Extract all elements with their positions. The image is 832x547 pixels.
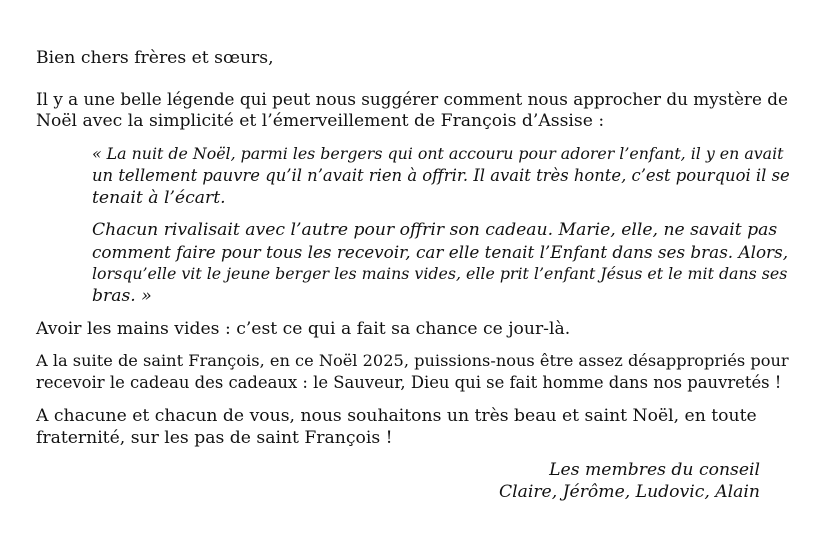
signature-council: Les membres du conseil <box>549 460 760 480</box>
quote-p2-line-2: comment faire pour tous les recevoir, car elle tenait l’Enfant dans ses bras. Alors, <box>92 242 789 262</box>
para-empty-hands: Avoir les mains vides : c’est ce qui a fait sa chance ce jour-là. <box>36 319 571 339</box>
para-francois-line-2: recevoir le cadeau des cadeaux : le Sauveur, Dieu qui se fait homme dans nos pauvretés ! <box>36 373 782 392</box>
quote-p1-line-1: « La nuit de Noël, parmi les bergers qui ont accouru pour adorer l’enfant, il y en avait <box>92 144 784 163</box>
para-wishes-line-2: fraternité, sur les pas de saint François ! <box>36 428 393 448</box>
quote-p1-line-2: un tellement pauvre qu’il n’avait rien à offrir. Il avait très honte, c’est pourquoi il se <box>92 166 790 185</box>
quote-p2-line-4: bras. » <box>92 286 152 306</box>
intro-line-1: Il y a une belle légende qui peut nous suggérer comment nous approcher du mystère de <box>36 89 788 109</box>
intro-line-2: Noël avec la simplicité et l’émerveillement de François d’Assise : <box>36 111 605 131</box>
signature-names: Claire, Jérôme, Ludovic, Alain <box>498 482 760 502</box>
quote-p2-line-1: Chacun rivalisait avec l’autre pour offrir son cadeau. Marie, elle, ne savait pas <box>92 220 778 240</box>
para-wishes-line-1: A chacune et chacun de vous, nous souhaitons un très beau et saint Noël, en toute <box>36 406 757 426</box>
para-francois-line-1: A la suite de saint François, en ce Noël 2025, puissions-nous être assez désappropriés pour <box>36 351 789 370</box>
quote-p2-line-3: lorsqu’elle vit le jeune berger les mains vides, elle prit l’enfant Jésus et le mit dans ses <box>92 264 788 283</box>
quote-p1-line-3: tenait à l’écart. <box>92 188 226 208</box>
greeting: Bien chers frères et sœurs, <box>36 48 274 68</box>
